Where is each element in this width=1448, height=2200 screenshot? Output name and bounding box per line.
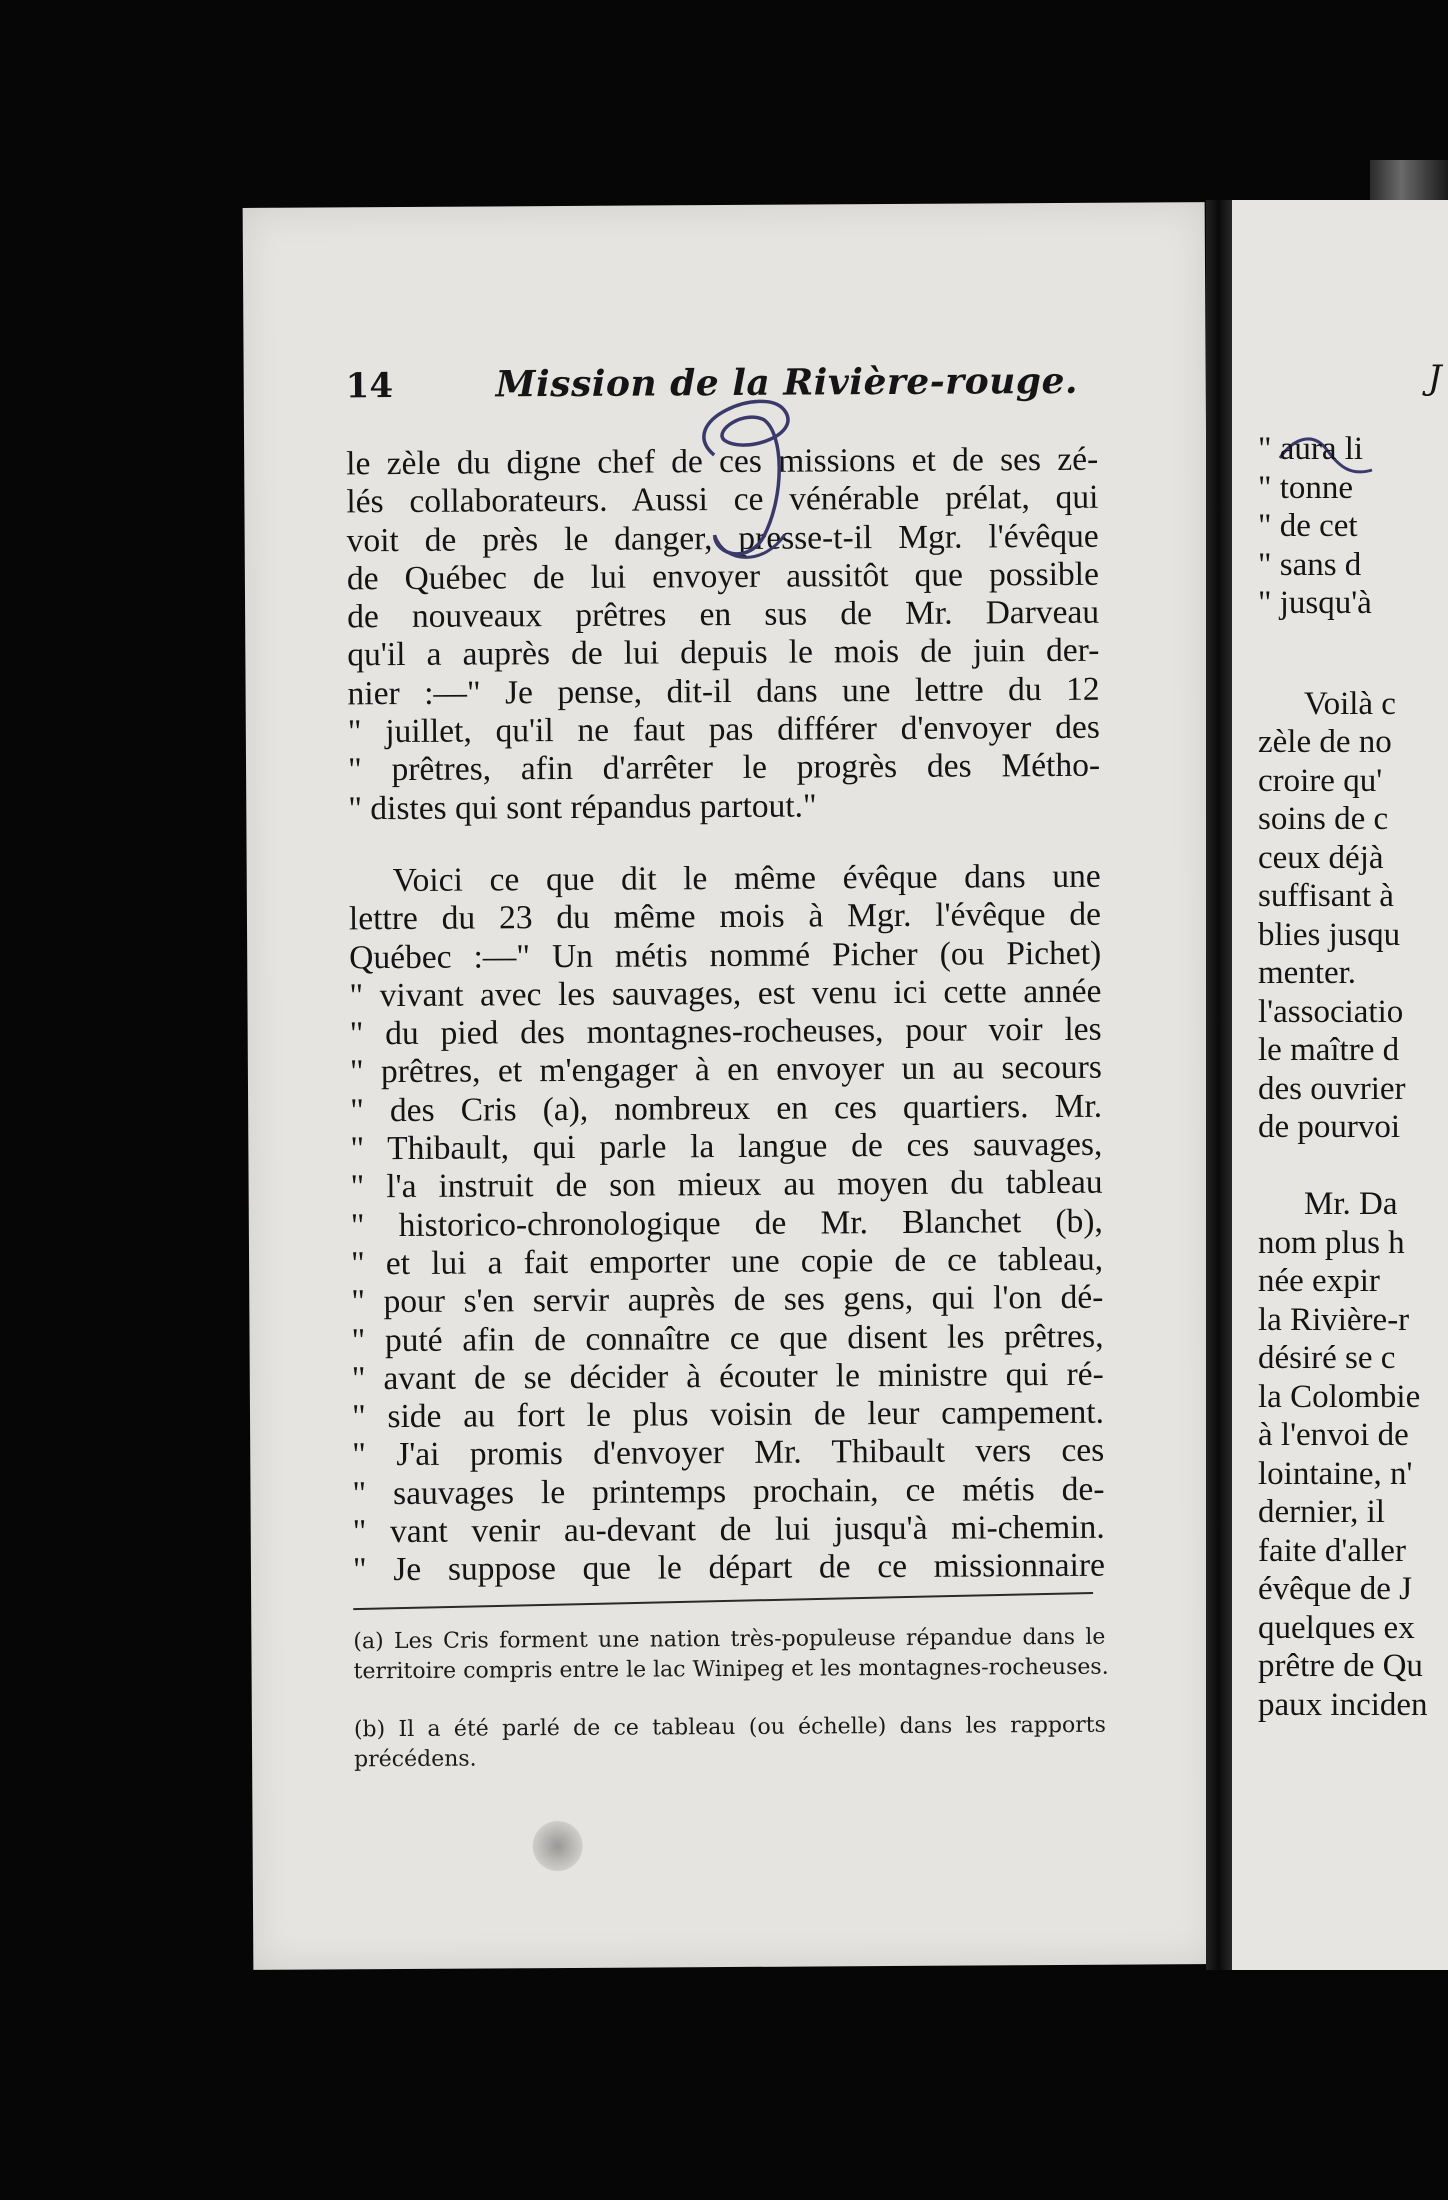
- text-line: le maître d: [1258, 1032, 1400, 1068]
- footnotes: [353, 1623, 1109, 1776]
- text-line: dernier, il: [1258, 1494, 1385, 1530]
- text-line: " historico-chronologique de Mr. Blanchet (b),: [350, 1202, 1103, 1244]
- running-head: [346, 357, 1176, 412]
- text-line: blies jusqu: [1258, 916, 1401, 953]
- page-number: 14: [345, 366, 394, 407]
- text-line: " et lui a fait emporter une copie de ce tableau,: [350, 1240, 1104, 1283]
- text-line: le zèle du digne chef de ces missions et de ses zé-: [346, 440, 1099, 483]
- text-line: " Thibault, qui parle la langue de ces sauvages,: [350, 1125, 1103, 1168]
- text-line: " vivant avec les sauvages, est venu ici cette année: [349, 972, 1102, 1015]
- text-line: Voici ce que dit le même évêque dans une: [392, 857, 1101, 900]
- text-line: " J'ai promis d'envoyer Mr. Thibault vers ces: [352, 1432, 1105, 1474]
- ink-smudge: [532, 1821, 582, 1871]
- text-line: menter.: [1258, 955, 1357, 991]
- text-line: " l'a instruit de son mieux au moyen du tableau: [350, 1164, 1103, 1206]
- body-text: [346, 441, 1105, 1590]
- text-line: de Québec de lui envoyer aussitôt que possible: [346, 555, 1099, 598]
- paragraph-gap: [1258, 623, 1428, 685]
- running-head-title: Mission de la Rivière-rouge.: [495, 359, 1079, 406]
- text-line: " juillet, qu'il ne faut pas différer d'envoyer des: [347, 708, 1100, 751]
- text-line: croire qu': [1258, 762, 1383, 799]
- text-line: ceux déjà: [1258, 839, 1384, 876]
- text-line: " prêtres, et m'engager à en envoyer un au secours: [349, 1049, 1103, 1091]
- film-edge: [1370, 160, 1448, 200]
- text-line: " du pied des montagnes-rocheuses, pour voir les: [349, 1010, 1102, 1053]
- text-line: quelques ex: [1258, 1609, 1415, 1646]
- text-line: Voilà c: [1304, 685, 1396, 722]
- text-line: [1258, 1147, 1428, 1186]
- text-line: " avant de se décider à écouter le ministre qui ré-: [351, 1355, 1104, 1398]
- text-line: " Je suppose que le départ de ce missionnaire: [352, 1547, 1106, 1589]
- text-line: nier :—" Je pense, dit-il dans une lettre du 12: [347, 670, 1100, 713]
- text-line: " side au fort le plus voisin de leur campement.: [351, 1393, 1105, 1436]
- left-page: [243, 202, 1216, 1970]
- text-line: la Rivière-r: [1258, 1301, 1410, 1338]
- text-line: " des Cris (a), nombreux en ces quartiers. Mr.: [350, 1087, 1103, 1130]
- footnote-rule: [353, 1592, 1093, 1610]
- text-line: " sauvages le printemps prochain, ce métis de-: [352, 1470, 1105, 1513]
- right-body-text: [1258, 430, 1428, 1724]
- footnote-line: (a) Les Cris forment une nation très-populeuse répandue dans le: [353, 1624, 1106, 1655]
- text-line: née expir: [1258, 1263, 1380, 1299]
- text-line: prêtre de Qu: [1258, 1648, 1423, 1684]
- text-line: faite d'aller: [1258, 1532, 1406, 1569]
- text-line: " distes qui sont répandus partout.": [348, 787, 817, 827]
- text-line: qu'il a auprès de lui depuis le mois de juin der-: [347, 632, 1100, 674]
- text-line: " jusqu'à: [1258, 585, 1372, 621]
- footnote-a: [353, 1623, 1109, 1688]
- text-line: " de cet: [1258, 508, 1358, 544]
- text-line: lointaine, n': [1258, 1455, 1413, 1492]
- right-running-head: J: [1428, 358, 1442, 398]
- text-line: " pour s'en servir auprès de ses gens, qui l'on dé-: [351, 1278, 1104, 1321]
- footnote-line: territoire compris entre le lac Winipeg et les montagnes-rocheuses.: [353, 1654, 1109, 1685]
- text-line: Québec :—" Un métis nommé Picher (ou Pichet): [349, 934, 1102, 976]
- text-line: Mr. Da: [1304, 1186, 1398, 1222]
- text-line: nom plus h: [1258, 1224, 1405, 1261]
- text-line: lettre du 23 du même mois à Mgr. l'évêque de: [348, 895, 1102, 938]
- text-line: des ouvrier: [1258, 1070, 1406, 1107]
- text-line: " tonne: [1258, 469, 1354, 506]
- text-line: la Colombie: [1258, 1378, 1421, 1415]
- text-line: l'associatio: [1258, 993, 1404, 1030]
- text-line: voit de près le danger, presse-t-il Mgr. l'évêque: [346, 517, 1099, 559]
- text-line: " vant venir au-devant de lui jusqu'à mi-chemin.: [352, 1508, 1105, 1551]
- text-line: de pourvoi: [1258, 1109, 1401, 1145]
- text-line: zèle de no: [1258, 724, 1392, 760]
- text-line: suffisant à: [1258, 878, 1394, 914]
- footnote-b: [354, 1711, 1106, 1776]
- text-line: à l'envoi de: [1258, 1417, 1409, 1453]
- text-line: " prêtres, afin d'arrêter le progrès des Métho-: [347, 747, 1101, 789]
- book-gutter: [1206, 200, 1234, 1970]
- text-line: lés collaborateurs. Aussi ce vénérable prélat, qui: [346, 479, 1099, 521]
- text-line: " sans d: [1258, 546, 1362, 583]
- text-line: de nouveaux prêtres en sus de Mr. Darveau: [347, 593, 1100, 636]
- text-line: " aura li: [1258, 431, 1364, 467]
- paragraph-gap: [348, 824, 1100, 863]
- text-line: évêque de J: [1258, 1571, 1412, 1607]
- text-line: soins de c: [1258, 801, 1389, 837]
- right-page: [1232, 200, 1448, 1970]
- text-line: paux inciden: [1258, 1686, 1428, 1723]
- text-line: " puté afin de connaître ce que disent les prêtres,: [351, 1317, 1104, 1359]
- footnote-line: (b) Il a été parlé de ce tableau (ou échelle) dans les rapports: [353, 1712, 1106, 1743]
- text-line: désiré se c: [1258, 1340, 1396, 1376]
- footnote-line: précédens.: [354, 1746, 477, 1773]
